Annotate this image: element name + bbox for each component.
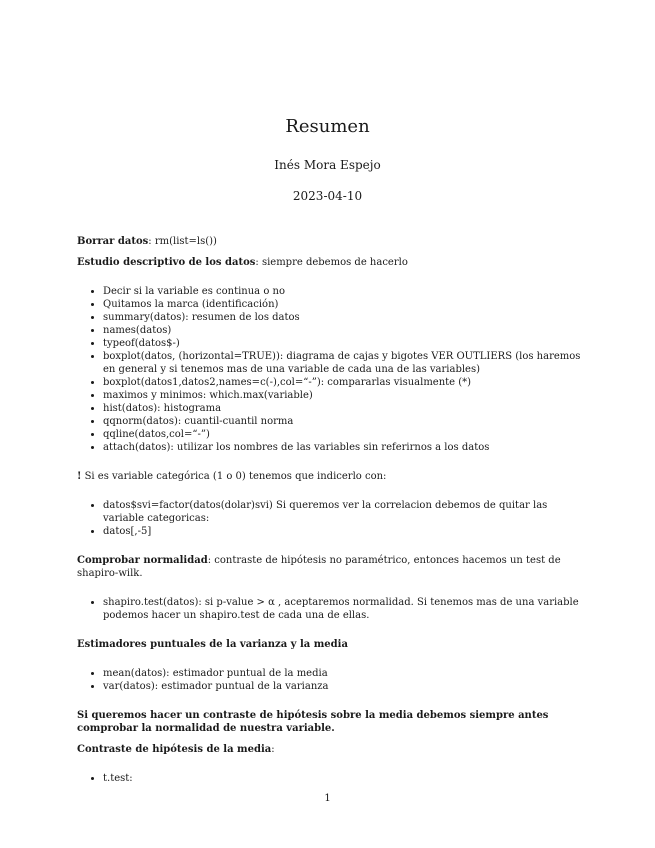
normalidad-list: [77, 596, 581, 622]
estudio-label: Estudio descriptivo de los datos: [77, 257, 256, 268]
categorica-text: Si es variable categórica (1 o 0) tenemos que indicerlo con:: [81, 471, 387, 482]
list-item: • maximos y minimos: which.max(variable): [103, 389, 581, 402]
estimadores-list: [77, 667, 581, 693]
categorica-paragraph: [77, 470, 581, 483]
normalidad-text: : contraste de hipótesis no paramétrico, entonces hacemos un test de shapiro-wilk.: [77, 555, 561, 579]
document-author: Inés Mora Espejo: [274, 158, 381, 172]
aviso-paragraph: [77, 709, 581, 735]
contraste-list: [77, 772, 581, 785]
list-item: • summary(datos): resumen de los datos: [103, 311, 581, 324]
estudio-paragraph: [77, 256, 581, 269]
list-item: • Decir si la variable es continua o no: [103, 285, 581, 298]
list-item: • attach(datos): utilizar los nombres de las variables sin referirnos a los datos: [103, 441, 581, 454]
normalidad-paragraph: [77, 554, 581, 580]
estudio-text: : siempre debemos de hacerlo: [255, 257, 408, 268]
borrar-text: : rm(list=ls()): [148, 236, 217, 247]
list-item: • names(datos): [103, 324, 581, 337]
list-item: • datos$svi=factor(datos(dolar)svi) Si queremos ver la correlacion debemos de quitar las variable categoricas:: [103, 499, 581, 525]
contraste-paragraph: [77, 743, 581, 756]
list-item: • var(datos): estimador puntual de la varianza: [103, 680, 581, 693]
list-item: • Quitamos la marca (identificación): [103, 298, 581, 311]
list-item: • mean(datos): estimador puntual de la media: [103, 667, 581, 680]
list-item: • datos[,-5]: [103, 525, 581, 538]
list-item: • qqline(datos,col=“-”): [103, 428, 581, 441]
contraste-label: Contraste de hipótesis de la media: [77, 744, 272, 755]
exclamation-mark: !: [77, 471, 82, 482]
page-number: 1: [324, 793, 331, 804]
list-item: • boxplot(datos1,datos2,names=c(-),col=“-”): compararlas visualmente (*): [103, 376, 581, 389]
list-item: • qqnorm(datos): cuantil-cuantil norma: [103, 415, 581, 428]
aviso-text: Si queremos hacer un contraste de hipótesis sobre la media debemos siempre antes comprobar la normalidad de nuestra variable.: [77, 710, 549, 734]
list-item: • shapiro.test(datos): si p-value > α , aceptaremos normalidad. Si tenemos mas de una variable podemos hacer un shapiro.test de cada una de ellas.: [103, 596, 581, 622]
contraste-text: :: [271, 744, 275, 755]
estimadores-paragraph: [77, 638, 581, 651]
list-item: • hist(datos): histograma: [103, 402, 581, 415]
estudio-list: [77, 285, 581, 454]
document-title: Resumen: [285, 116, 370, 137]
estimadores-label: Estimadores puntuales de la varianza y la media: [77, 639, 348, 650]
list-item: • boxplot(datos, (horizontal=TRUE)): diagrama de cajas y bigotes VER OUTLIERS (los haremos en general y si tenemos mas de una variable de cada una de las variables): [103, 350, 581, 376]
borrar-paragraph: [77, 235, 581, 248]
borrar-label: Borrar datos: [77, 236, 149, 247]
list-item: • typeof(datos$-): [103, 337, 581, 350]
categorica-list: [77, 499, 581, 538]
document-date: 2023-04-10: [292, 189, 363, 203]
list-item: • t.test:: [103, 772, 581, 785]
normalidad-label: Comprobar normalidad: [77, 555, 208, 566]
document-body: [77, 235, 581, 785]
